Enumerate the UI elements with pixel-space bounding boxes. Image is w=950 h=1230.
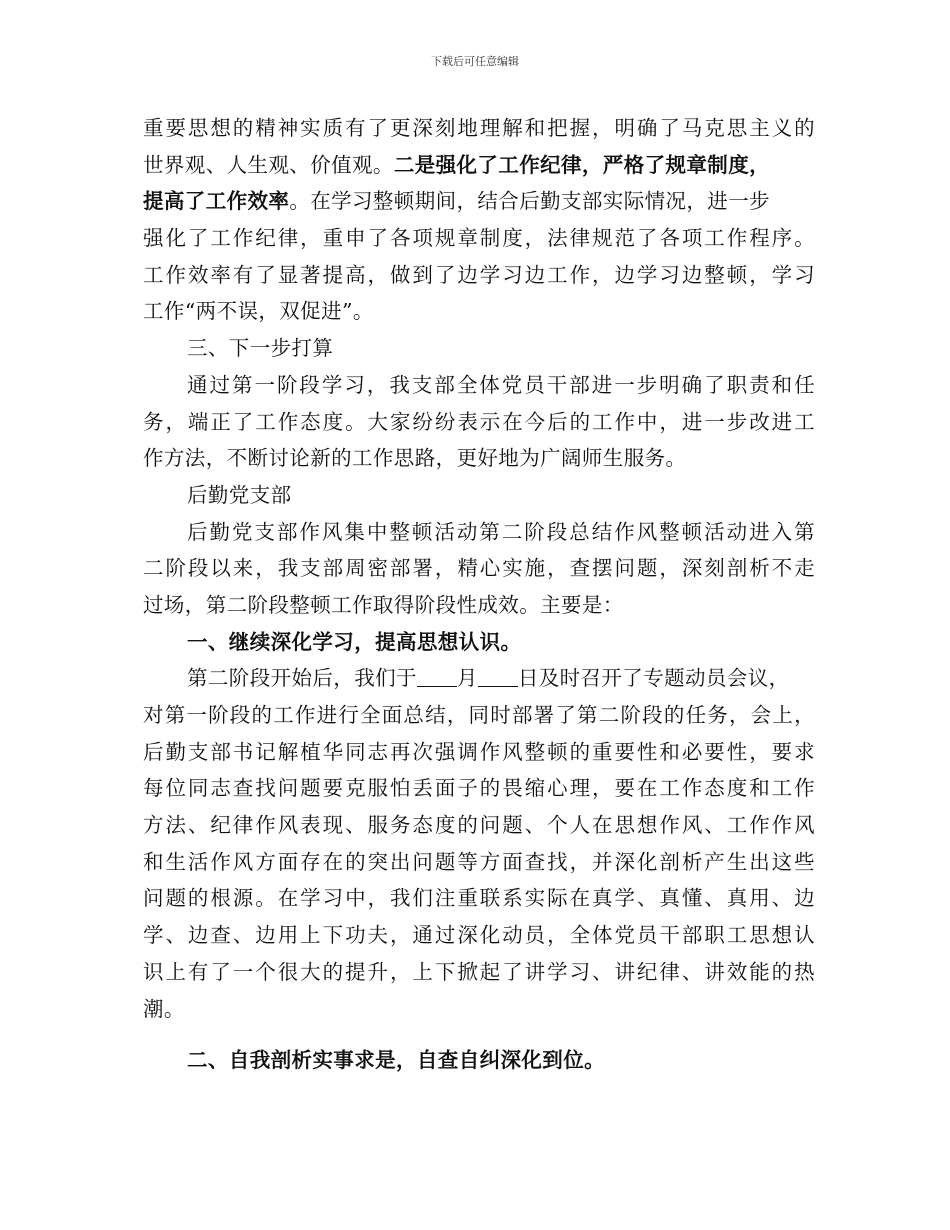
text-span: 第二阶段开始后，我们于 xyxy=(187,666,417,691)
signature: 后勤党支部 xyxy=(187,482,292,507)
text-line: 强化了工作纪律，重申了各项规章制度，法律规范了各项工作程序。 xyxy=(143,226,815,251)
bold-text: 提高了工作效率 xyxy=(143,189,290,214)
paragraph-intro xyxy=(143,514,815,624)
blank-day xyxy=(478,668,518,687)
text-line: 每位同志查找问题要克服怕丢面子的畏缩心理，要在工作态度和工作 xyxy=(143,776,815,801)
text-line: 工作效率有了显著提高，做到了边学习边工作，边学习边整顿，学习 xyxy=(143,262,815,287)
text-line: 重要思想的精神实质有了更深刻地理解和把握，明确了马克思主义的 xyxy=(143,116,815,140)
text-line: 潮。 xyxy=(143,996,185,1021)
bold-text: 二是强化了工作纪律，严格了规章制度， xyxy=(393,152,771,177)
text-line: 对第一阶段的工作进行全面总结，同时部署了第二阶段的任务，会上， xyxy=(143,703,815,727)
page-header: 下载后可任意编辑 xyxy=(431,55,519,68)
text-line xyxy=(143,183,815,220)
paragraph-work-discipline xyxy=(143,110,815,330)
text-line: 和生活作风方面存在的突出问题等方面查找，并深化剖析产生出这些 xyxy=(143,849,815,874)
document-body xyxy=(143,110,815,1079)
text-line: 作方法，不断讨论新的工作思路，更好地为广阔师生服务。 xyxy=(143,446,687,471)
text-line: 通过第一阶段学习，我支部全体党员干部进一步明确了职责和任 xyxy=(187,372,815,397)
text-line xyxy=(143,147,815,184)
text-line: 务，端正了工作态度。大家纷纷表示在今后的工作中，进一步改进工 xyxy=(143,409,815,434)
text-line: 方法、纪律作风表现、服务态度的问题、个人在思想作风、工作作风 xyxy=(143,813,815,838)
section-heading-study: 一、继续深化学习，提高思想认识。 xyxy=(187,629,522,654)
text-span: 月 xyxy=(456,666,478,691)
text-span: 。在学习整顿期间，结合后勤支部实际情况，进一步 xyxy=(289,189,771,214)
section-heading-next-plan: 三、下一步打算 xyxy=(187,336,334,361)
blank-month xyxy=(417,668,457,687)
text-line: 识上有了一个很大的提升，上下掀起了讲学习、讲纪律、讲效能的热 xyxy=(143,959,815,984)
spacer xyxy=(143,1027,815,1042)
text-line: 问题的根源。在学习中，我们注重联系实际在真学、真懂、真用、边 xyxy=(143,886,815,911)
paragraph-next-plan xyxy=(143,367,815,477)
text-line: 后勤支部书记解植华同志再次强调作风整顿的重要性和必要性，要求 xyxy=(143,739,815,764)
text-line: 二阶段以来，我支部周密部署，精心实施，查摆问题，深刻剖析不走 xyxy=(143,556,815,581)
text-line xyxy=(143,660,815,697)
text-span: 日及时召开了专题动员会议， xyxy=(517,666,790,691)
paragraph-study xyxy=(143,660,815,1027)
text-line: 工作“两不误，双促进”。 xyxy=(143,299,374,324)
section-heading-self-analysis: 二、自我剖析实事求是，自查自纠深化到位。 xyxy=(187,1048,605,1073)
text-line: 过场，第二阶段整顿工作取得阶段性成效。主要是： xyxy=(143,592,624,617)
text-line: 后勤党支部作风集中整顿活动第二阶段总结作风整顿活动进入第 xyxy=(187,519,815,544)
text-span: 世界观、人生观、价值观。 xyxy=(143,152,394,177)
text-line: 学、边查、边用上下功夫，通过深化动员，全体党员干部职工思想认 xyxy=(143,923,815,948)
